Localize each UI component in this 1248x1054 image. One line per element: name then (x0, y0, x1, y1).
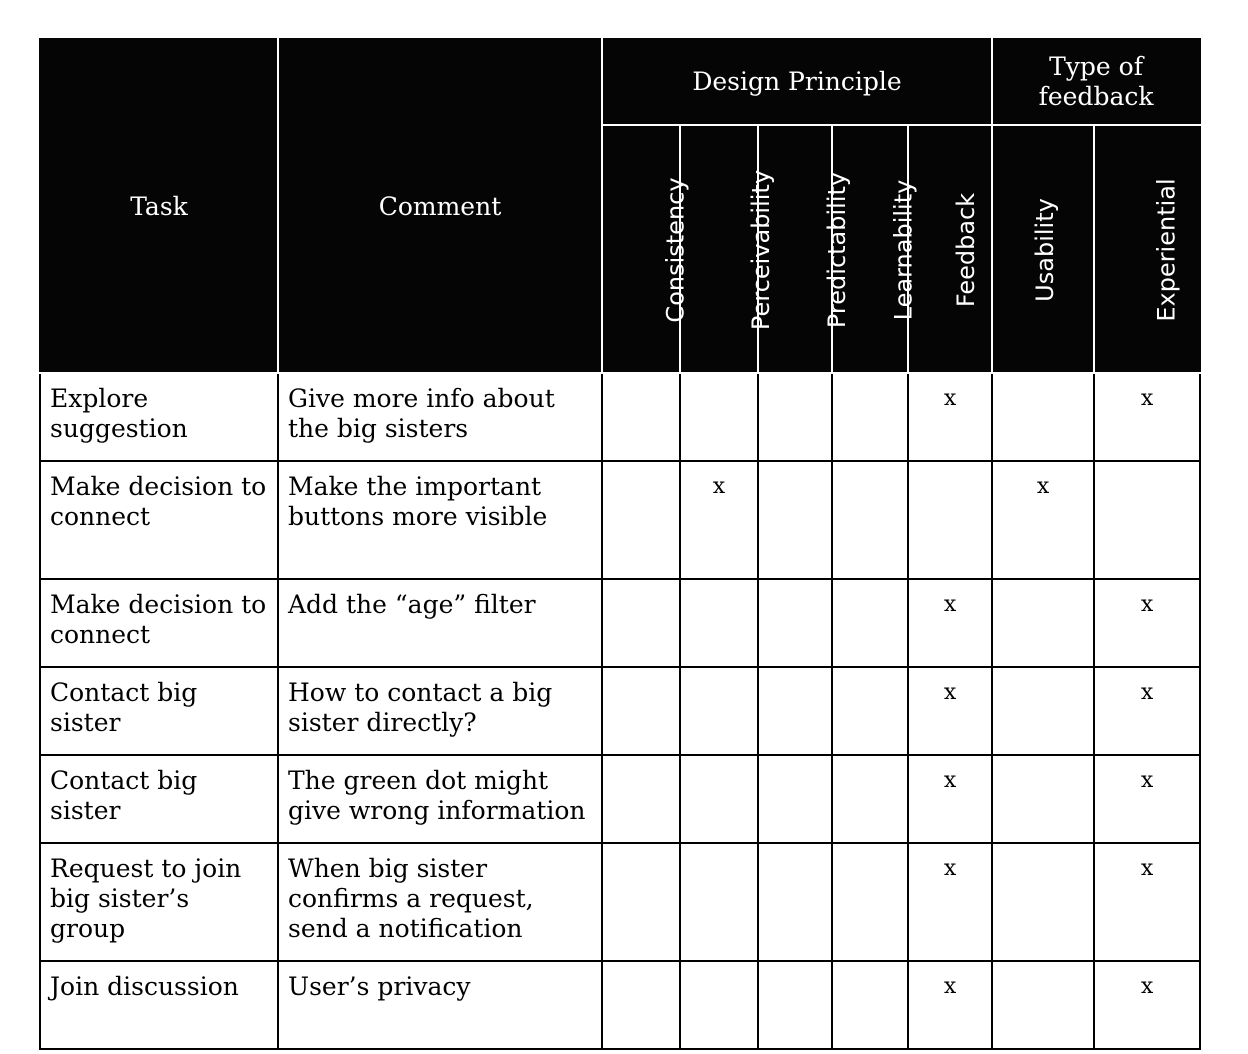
cell-experiential: x (1094, 843, 1200, 961)
cell-task: Make decision to connect (40, 461, 278, 579)
header-consistency (602, 125, 690, 373)
cell-learnability (832, 755, 908, 843)
cell-perceivability (680, 843, 758, 961)
header-type-of-feedback-line2: feedback (1038, 82, 1154, 111)
cell-usability (992, 667, 1094, 755)
cell-perceivability (680, 667, 758, 755)
cell-comment: How to contact a big sister directly? (278, 667, 602, 755)
cell-experiential (1094, 461, 1200, 579)
header-comment: Comment (278, 39, 602, 373)
cell-consistency (602, 843, 680, 961)
evaluation-table (39, 38, 1201, 1050)
cell-task: Contact big sister (40, 667, 278, 755)
cell-predictability (758, 961, 832, 1049)
cell-predictability (758, 755, 832, 843)
cell-learnability (832, 373, 908, 461)
header-usability (992, 125, 1094, 373)
cell-consistency (602, 667, 680, 755)
cell-consistency (602, 579, 680, 667)
cell-comment: User’s privacy (278, 961, 602, 1049)
cell-experiential: x (1094, 579, 1200, 667)
cell-feedback: x (908, 579, 992, 667)
cell-usability (992, 843, 1094, 961)
cell-consistency (602, 373, 680, 461)
cell-consistency (602, 461, 680, 579)
cell-predictability (758, 843, 832, 961)
cell-consistency (602, 755, 680, 843)
cell-task: Request to join big sister’s group (40, 843, 278, 961)
cell-experiential: x (1094, 373, 1200, 461)
cell-predictability (758, 461, 832, 579)
table-row (40, 843, 1200, 961)
table-row (40, 373, 1200, 461)
table-row (40, 461, 1200, 579)
cell-feedback: x (908, 843, 992, 961)
cell-task: Join discussion (40, 961, 278, 1049)
header-experiential-label: Experiential (1152, 177, 1181, 322)
cell-task: Make decision to connect (40, 579, 278, 667)
cell-predictability (758, 579, 832, 667)
header-perceivability (680, 125, 776, 373)
cell-feedback: x (908, 961, 992, 1049)
cell-comment: The green dot might give wrong information (278, 755, 602, 843)
cell-comment: Make the important buttons more visible (278, 461, 602, 579)
cell-feedback: x (908, 667, 992, 755)
table-row (40, 755, 1200, 843)
table-row (40, 961, 1200, 1049)
cell-predictability (758, 373, 832, 461)
cell-comment: Add the “age” filter (278, 579, 602, 667)
cell-perceivability (680, 755, 758, 843)
header-usability-label: Usability (1030, 197, 1059, 302)
header-type-of-feedback-line1: Type of (1049, 52, 1143, 81)
cell-feedback: x (908, 373, 992, 461)
cell-comment: When big sister confirms a request, send a notification (278, 843, 602, 961)
cell-experiential: x (1094, 667, 1200, 755)
cell-learnability (832, 461, 908, 579)
header-design-principle-label: Design Principle (692, 67, 902, 96)
cell-experiential: x (1094, 961, 1200, 1049)
header-feedback (908, 125, 992, 373)
cell-feedback (908, 461, 992, 579)
table-row (40, 579, 1200, 667)
cell-perceivability (680, 373, 758, 461)
cell-consistency (602, 961, 680, 1049)
header-task: Task (40, 39, 278, 373)
header-consistency-label: Consistency (661, 176, 690, 323)
header-type-of-feedback (992, 39, 1200, 125)
table-row (40, 667, 1200, 755)
header-predictability-label: Predictability (823, 171, 852, 328)
cell-usability (992, 579, 1094, 667)
cell-learnability (832, 667, 908, 755)
cell-experiential: x (1094, 755, 1200, 843)
header-experiential (1094, 125, 1200, 373)
cell-predictability (758, 667, 832, 755)
cell-feedback: x (908, 755, 992, 843)
header-learnability-label: Learnability (889, 179, 918, 320)
cell-learnability (832, 961, 908, 1049)
cell-usability (992, 961, 1094, 1049)
header-perceivability-label: Perceivability (747, 169, 776, 330)
cell-perceivability: x (680, 461, 758, 579)
cell-usability (992, 755, 1094, 843)
cell-task: Contact big sister (40, 755, 278, 843)
cell-perceivability (680, 579, 758, 667)
cell-usability (992, 373, 1094, 461)
table-header (40, 39, 1200, 373)
cell-learnability (832, 579, 908, 667)
header-feedback-label: Feedback (952, 192, 981, 307)
cell-usability: x (992, 461, 1094, 579)
table-body (40, 373, 1200, 1049)
cell-learnability (832, 843, 908, 961)
cell-task: Explore suggestion (40, 373, 278, 461)
cell-comment: Give more info about the big sisters (278, 373, 602, 461)
cell-perceivability (680, 961, 758, 1049)
header-design-principle (602, 39, 992, 125)
